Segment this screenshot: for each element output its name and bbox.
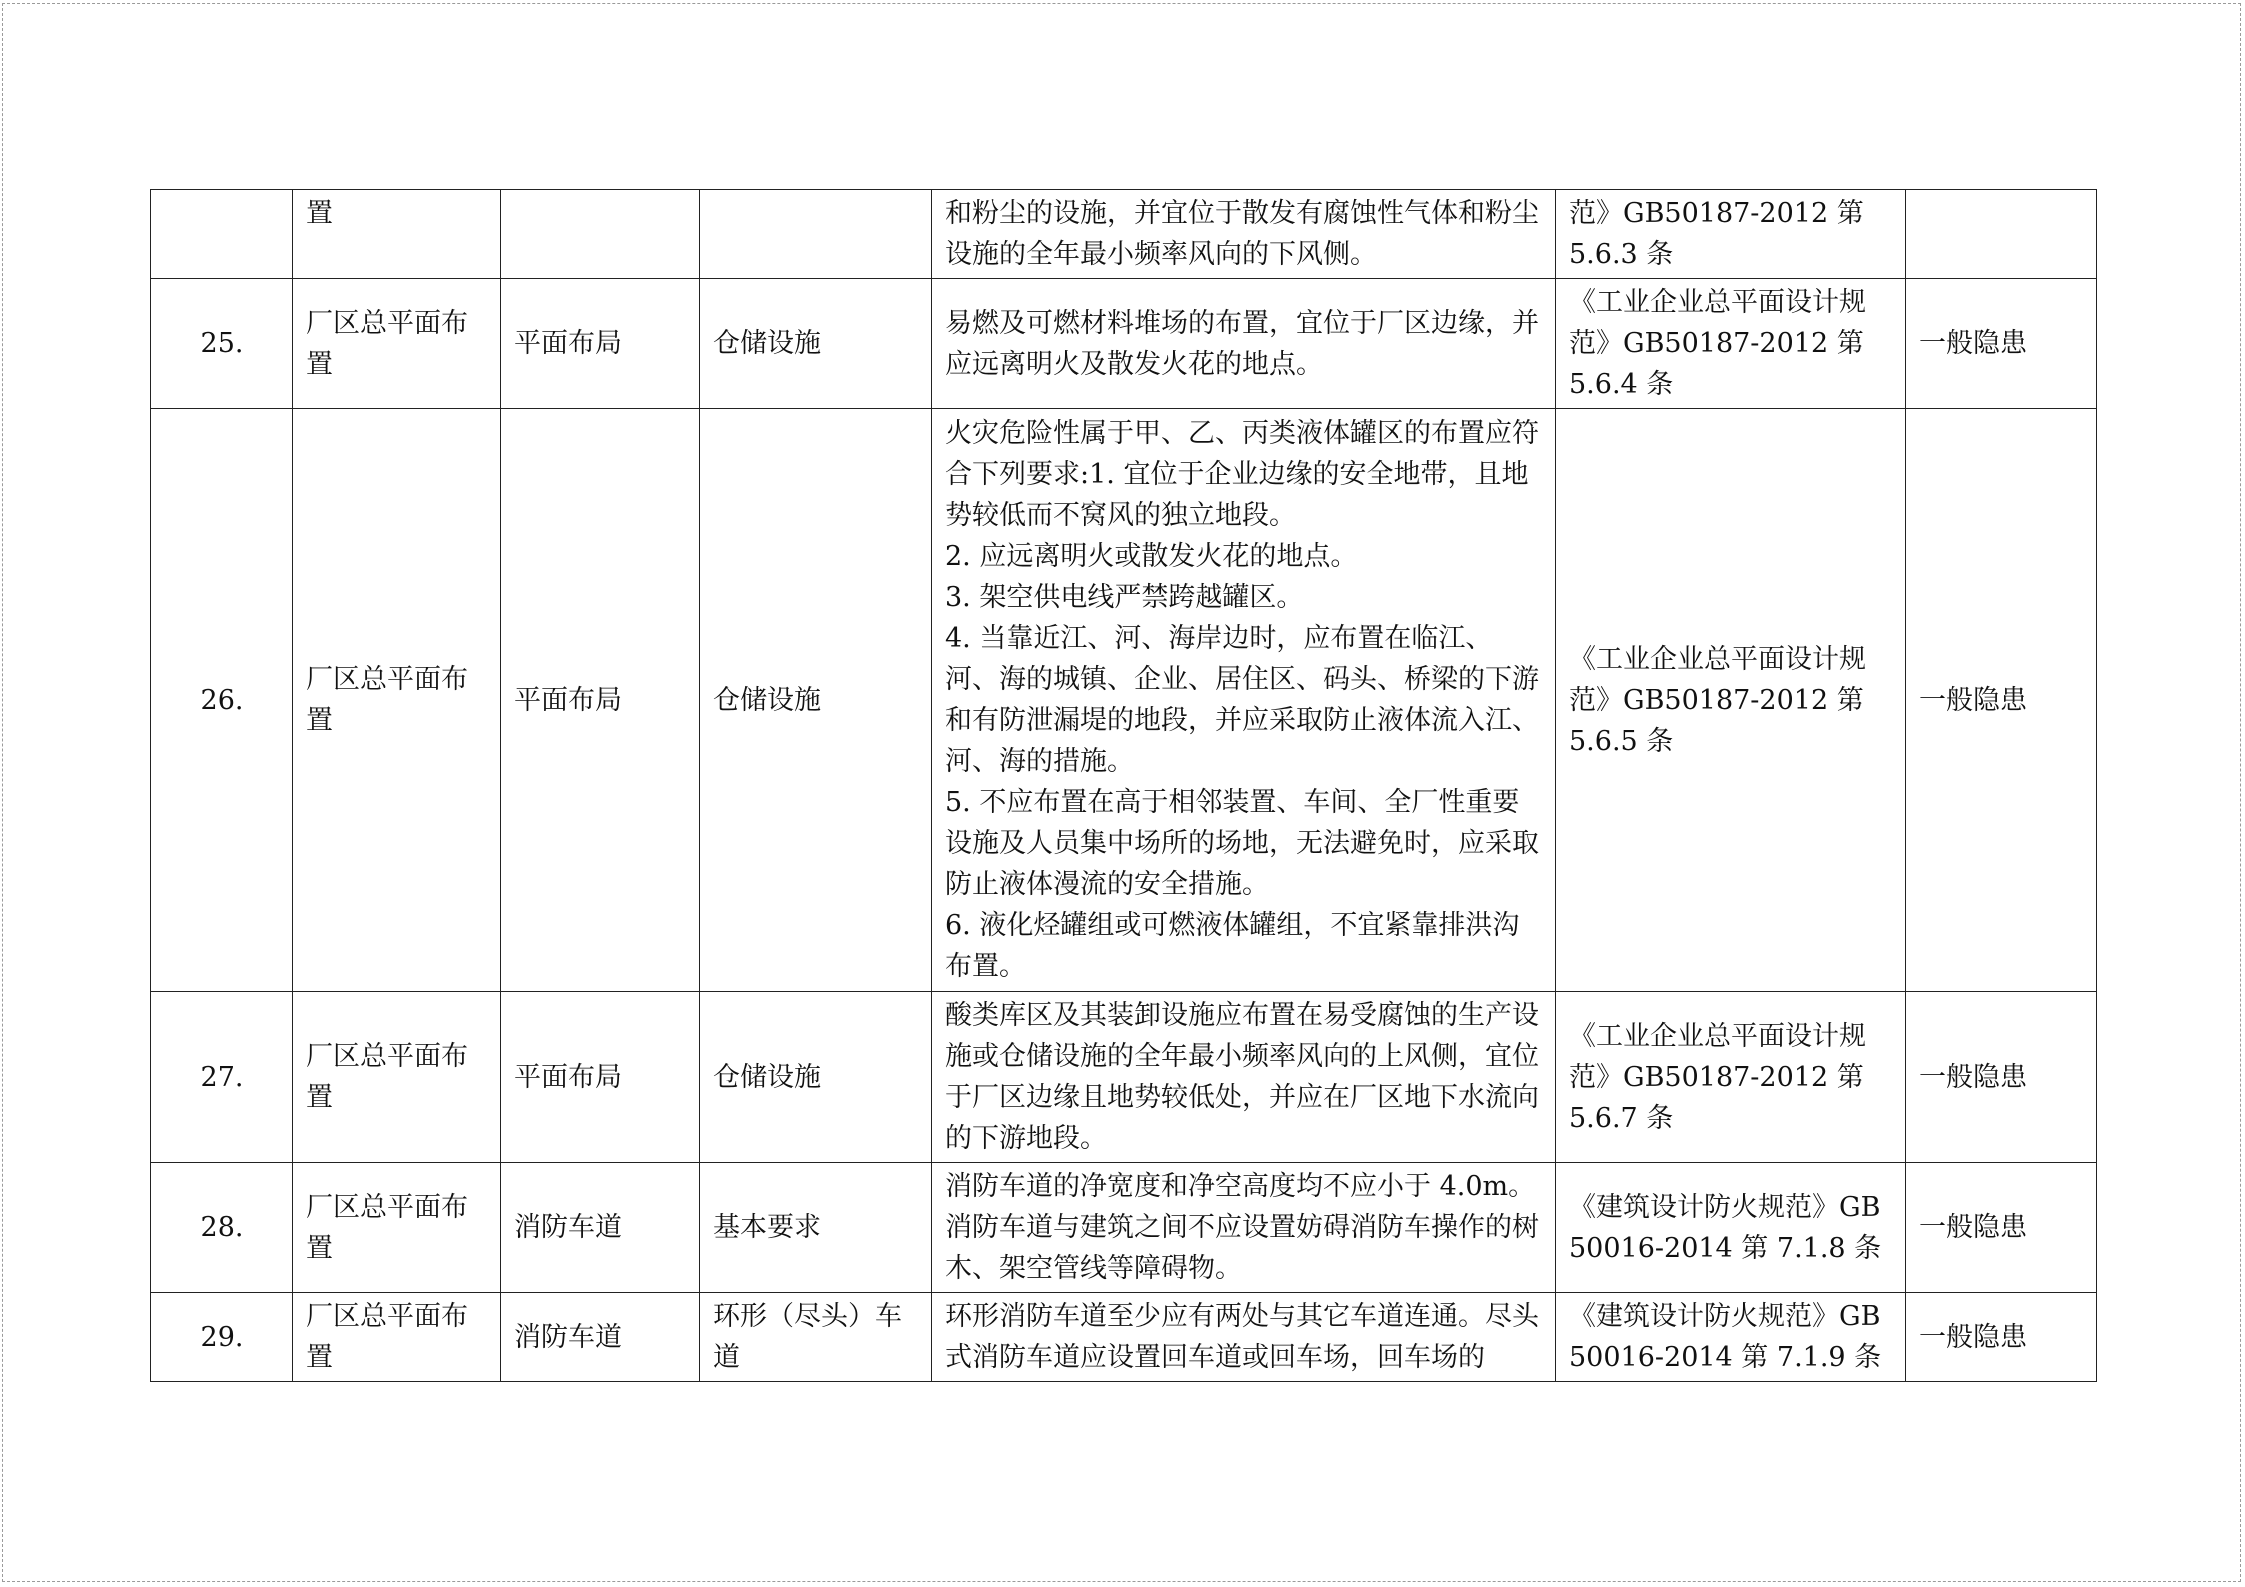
- sub-item-cell: 基本要求: [700, 1163, 932, 1293]
- requirement-cell: [932, 1293, 1556, 1382]
- item-cell: 平面布局: [501, 409, 700, 992]
- requirement-text: 4. 当靠近江、河、海岸边时，应布置在临江、河、海的城镇、企业、居住区、码头、桥梁的下游和有防泄漏堤的地段，并应采取防止液体流入江、河、海的措施。: [945, 623, 1539, 777]
- table-row: [151, 992, 2097, 1163]
- hazard-level-cell: [1906, 190, 2097, 279]
- category-cell: 厂区总平面布置: [293, 992, 501, 1163]
- basis-cell: 《工业企业总平面设计规范》GB50187-2012 第 5.6.4 条: [1556, 279, 1906, 409]
- requirement-cell: [932, 190, 1556, 279]
- sub-item-cell: 仓储设施: [700, 409, 932, 992]
- requirement-text: 6. 液化烃罐组或可燃液体罐组，不宜紧靠排洪沟布置。: [945, 910, 1520, 982]
- sub-item-cell: 仓储设施: [700, 279, 932, 409]
- basis-cell: 《建筑设计防火规范》GB50016-2014 第 7.1.8 条: [1556, 1163, 1906, 1293]
- item-cell: 平面布局: [501, 992, 700, 1163]
- hazard-criteria-table: [150, 189, 2097, 1382]
- requirement-text: 2. 应远离明火或散发火花的地点。: [945, 541, 1358, 572]
- requirement-cell: [932, 1163, 1556, 1293]
- category-cell: 置: [293, 190, 501, 279]
- table-row: [151, 409, 2097, 992]
- sub-item-cell: 环形（尽头）车道: [700, 1293, 932, 1382]
- table-row: [151, 1163, 2097, 1293]
- hazard-level-cell: 一般隐患: [1906, 1293, 2097, 1382]
- requirement-text: 环形消防车道至少应有两处与其它车道连通。尽头式消防车道应设置回车道或回车场，回车场的: [945, 1301, 1539, 1373]
- item-cell: [501, 190, 700, 279]
- item-cell: 消防车道: [501, 1163, 700, 1293]
- requirement-cell: [932, 279, 1556, 409]
- row-number: 27.: [151, 992, 293, 1163]
- sub-item-cell: 仓储设施: [700, 992, 932, 1163]
- category-cell: 厂区总平面布置: [293, 279, 501, 409]
- item-cell: 消防车道: [501, 1293, 700, 1382]
- sub-item-cell: [700, 190, 932, 279]
- category-cell: 厂区总平面布置: [293, 409, 501, 992]
- row-number: [151, 190, 293, 279]
- row-number: 26.: [151, 409, 293, 992]
- row-number: 28.: [151, 1163, 293, 1293]
- requirement-cell: [932, 409, 1556, 992]
- row-number: 25.: [151, 279, 293, 409]
- hazard-level-cell: 一般隐患: [1906, 992, 2097, 1163]
- table-row: [151, 279, 2097, 409]
- requirement-text: 和粉尘的设施，并宜位于散发有腐蚀性气体和粉尘设施的全年最小频率风向的下风侧。: [945, 198, 1539, 270]
- basis-cell: 《工业企业总平面设计规范》GB50187-2012 第 5.6.7 条: [1556, 992, 1906, 1163]
- item-cell: 平面布局: [501, 279, 700, 409]
- table-row: [151, 1293, 2097, 1382]
- requirement-text: 酸类库区及其装卸设施应布置在易受腐蚀的生产设施或仓储设施的全年最小频率风向的上风侧，宜位于厂区边缘且地势较低处，并应在厂区地下水流向的下游地段。: [945, 1000, 1539, 1154]
- basis-cell: 《建筑设计防火规范》GB50016-2014 第 7.1.9 条: [1556, 1293, 1906, 1382]
- requirement-text: 火灾危险性属于甲、乙、丙类液体罐区的布置应符合下列要求:1. 宜位于企业边缘的安全地带，且地势较低而不窝风的独立地段。: [945, 418, 1539, 531]
- hazard-level-cell: 一般隐患: [1906, 279, 2097, 409]
- requirement-text: 易燃及可燃材料堆场的布置，宜位于厂区边缘，并应远离明火及散发火花的地点。: [945, 307, 1539, 380]
- category-cell: 厂区总平面布置: [293, 1293, 501, 1382]
- requirement-text: 消防车道的净宽度和净空高度均不应小于 4.0m。消防车道与建筑之间不应设置妨碍消防车操作的树木、架空管线等障碍物。: [945, 1171, 1539, 1284]
- requirement-text: 3. 架空供电线严禁跨越罐区。: [945, 582, 1304, 613]
- requirement-cell: [932, 992, 1556, 1163]
- requirement-text: 5. 不应布置在高于相邻装置、车间、全厂性重要设施及人员集中场所的场地，无法避免时，应采取防止液体漫流的安全措施。: [945, 787, 1539, 900]
- basis-cell: 范》GB50187-2012 第 5.6.3 条: [1556, 190, 1906, 279]
- table-row: [151, 190, 2097, 279]
- category-cell: 厂区总平面布置: [293, 1163, 501, 1293]
- hazard-level-cell: 一般隐患: [1906, 1163, 2097, 1293]
- basis-cell: 《工业企业总平面设计规范》GB50187-2012 第 5.6.5 条: [1556, 409, 1906, 992]
- hazard-level-cell: 一般隐患: [1906, 409, 2097, 992]
- row-number: 29.: [151, 1293, 293, 1382]
